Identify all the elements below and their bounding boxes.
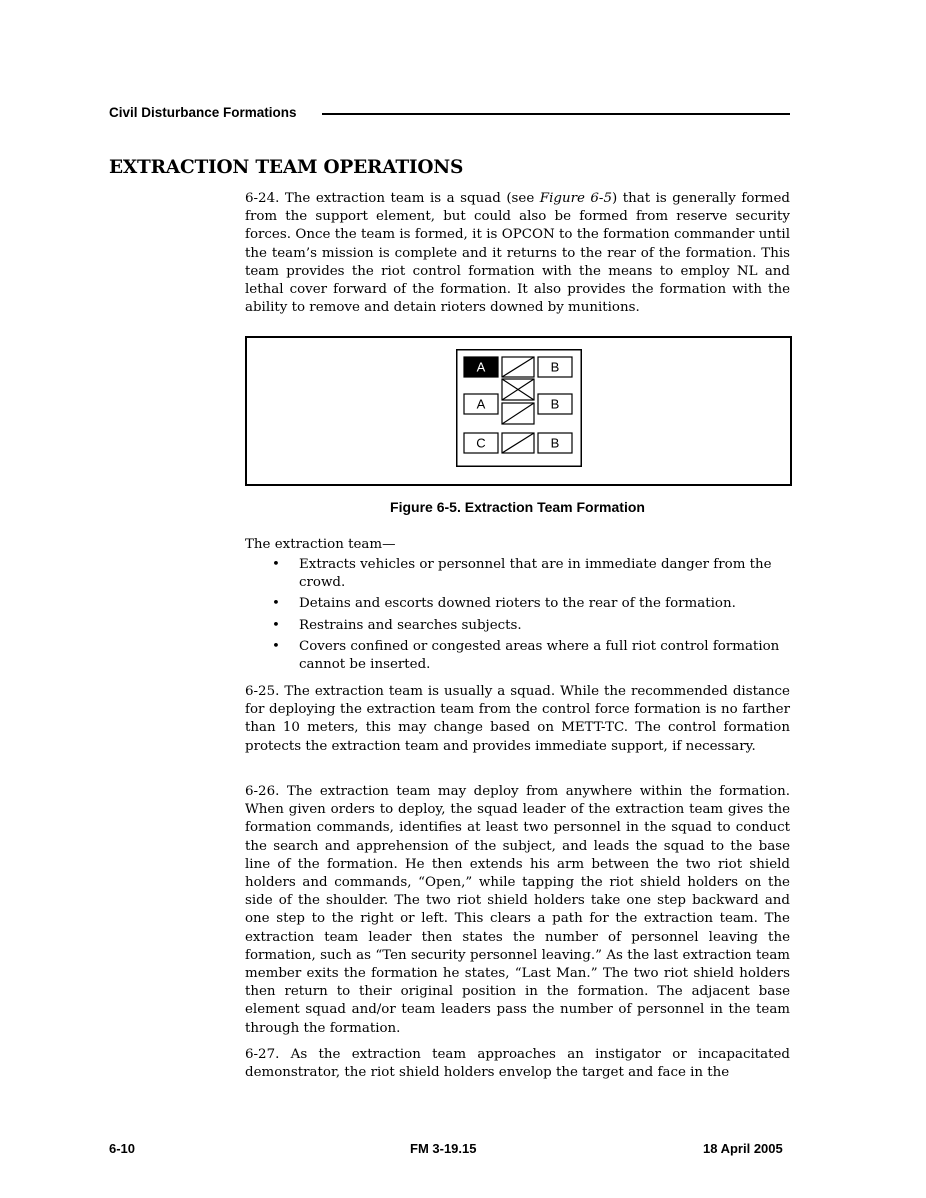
team-label: C bbox=[476, 435, 486, 451]
paragraph-number: 6-25. bbox=[245, 684, 280, 699]
footer-page-number: 6-10 bbox=[109, 1141, 136, 1156]
section-heading: EXTRACTION TEAM OPERATIONS bbox=[109, 157, 464, 178]
figure-caption: Figure 6-5. Extraction Team Formation bbox=[390, 499, 645, 515]
header-rule bbox=[322, 113, 790, 115]
team-label: B bbox=[550, 435, 560, 451]
paragraph-6-26 bbox=[245, 783, 790, 1038]
paragraph-text: ) that is generally formed from the support element, but could also be formed from reserve security forces. Once the team is formed, it is OPCON to the formation commander until the team’s mission is complete and it returns to the rear of the formation. This team provides the riot control formation with the means to employ NL and lethal cover forward of the formation. It also provides the formation with the ability to remove and detain rioters downed by munitions. bbox=[245, 191, 790, 316]
bullet-icon: • bbox=[272, 557, 280, 572]
team-label: A bbox=[476, 396, 486, 412]
list-item: • Extracts vehicles or personnel that are in immediate danger from the crowd. bbox=[272, 557, 772, 591]
shield-holder-slash bbox=[502, 357, 534, 377]
paragraph-6-24 bbox=[245, 190, 790, 317]
paragraph-text: The extraction team is a squad (see bbox=[284, 191, 540, 206]
footer-publication: FM 3-19.15 bbox=[410, 1141, 477, 1156]
paragraph-number: 6-24. bbox=[245, 191, 280, 206]
paragraph-text: The extraction team is usually a squad. While the recommended distance for deploying the extraction team from the control force formation is no farther than 10 meters, this may change based on METT-TC. The control formation protects the extraction team and provides immediate support, if necessary. bbox=[245, 684, 790, 754]
extraction-team-diagram bbox=[456, 349, 582, 467]
paragraph-number: 6-27. bbox=[245, 1047, 280, 1062]
bullet-icon: • bbox=[272, 596, 280, 612]
list-lead-in: The extraction team— bbox=[245, 537, 396, 552]
team-label: A bbox=[476, 359, 486, 375]
bullet-icon: • bbox=[272, 617, 280, 633]
paragraph-text: The extraction team may deploy from anywhere within the formation. When given orders to deploy, the squad leader of the extraction team gives the formation commands, identifies at least two personnel in the squad to conduct the search and apprehension of the subject, and leads the squad to the base line of the formation. He then extends his arm between the two riot shield holders and commands, “Open,” while tapping the riot shield holders on the side of the shoulder. The two riot shield holders take one step backward and one step to the right or left. This clears a path for the extraction team. The extraction team leader then states the number of personnel leaving the formation, such as “Ten security personnel leaving.” As the last extraction team member exits the formation he states, “Last Man.” The two riot shield holders then return to their original position in the formation. The adjacent base element squad and/or team leaders pass the number of personnel in the team through the formation. bbox=[245, 784, 790, 1036]
running-header-title: Civil Disturbance Formations bbox=[109, 105, 297, 120]
bullet-list bbox=[245, 556, 790, 677]
figure-reference-link: Figure 6-5 bbox=[539, 191, 612, 206]
footer-date: 18 April 2005 bbox=[703, 1141, 783, 1156]
shield-holder-slash bbox=[502, 403, 534, 424]
list-item: • Restrains and searches subjects. bbox=[245, 617, 790, 635]
paragraph-6-25 bbox=[245, 683, 790, 756]
paragraph-number: 6-26. bbox=[245, 784, 280, 799]
shield-holder-slash bbox=[502, 433, 534, 453]
list-item: • Detains and escorts downed rioters to the rear of the formation. bbox=[245, 595, 790, 613]
team-label: B bbox=[550, 396, 560, 412]
team-label: B bbox=[550, 359, 560, 375]
list-item: • Covers confined or congested areas where a full riot control formation cannot be inserted. bbox=[272, 638, 780, 673]
figure-6-5-frame bbox=[245, 336, 792, 486]
paragraph-6-27 bbox=[245, 1046, 790, 1082]
paragraph-text: As the extraction team approaches an instigator or incapacitated demonstrator, the riot shield holders envelop the target and face in the bbox=[245, 1047, 790, 1081]
bullet-icon: • bbox=[272, 638, 280, 654]
